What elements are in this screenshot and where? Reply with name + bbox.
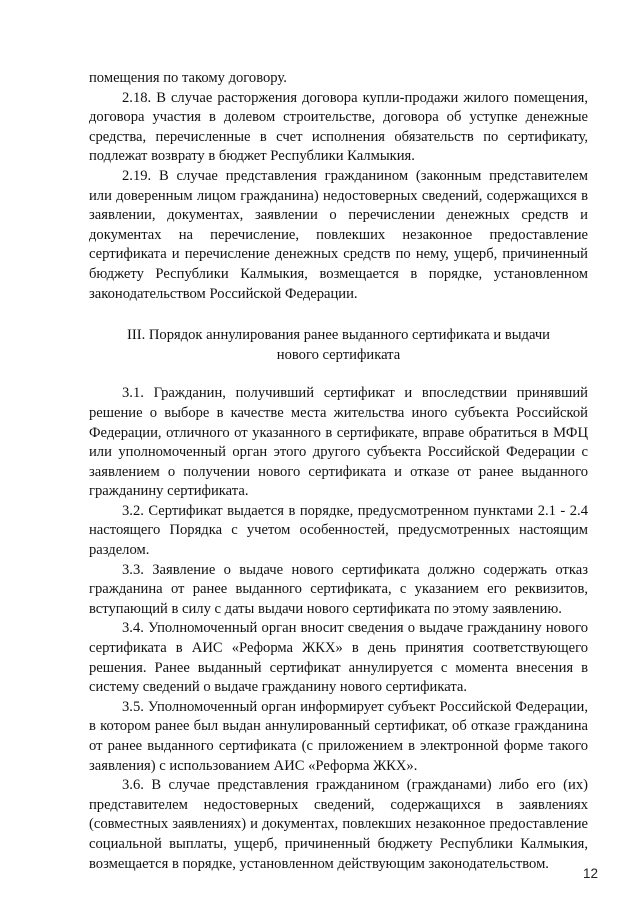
- paragraph-3-1: 3.1. Гражданин, получивший сертификат и впоследствии принявший решение о выборе в качестве места жительства иного субъекта Российской Федерации, отличного от указанного в сертификате, вправе обратиться в МФЦ или уполномоченный орган этого другого субъекта Российской Федерации с заявлением о получении нового сертификата и отказе от ранее выданного гражданину сертификата.: [89, 385, 588, 500]
- paragraph-3-5: 3.5. Уполномоченный орган информирует субъект Российской Федерации, в котором ранее был выдан аннулированный сертификат, об отказе гражданина от ранее выданного сертификата (с приложением в электронной форме такого заявления) с использованием АИС «Реформа ЖКХ».: [89, 698, 588, 774]
- page-body: [89, 69, 588, 874]
- paragraph-3-3: 3.3. Заявление о выдаче нового сертификата должно содержать отказ гражданина от ранее выданного сертификата, с указанием его реквизитов, вступающий в силу с даты выдачи нового сертификата по этому заявлению.: [89, 561, 588, 617]
- paragraph-3-6: 3.6. В случае представления гражданином (гражданами) либо его (их) представителем недостоверных сведений, содержащихся в заявлениях (совместных заявлениях) и документах, повлекших незаконное предоставление социальной выплаты, ущерб, причиненный бюджету Республики Калмыкия, возмещается в порядке, установленном действующим законодательством.: [89, 777, 588, 872]
- paragraph-2-18: 2.18. В случае расторжения договора купли-продажи жилого помещения, договора участия в долевом строительстве, договора об уступке денежные средства, перечисленные в счет исполнения обязательств по сертификату, подлежат возврату в бюджет Республики Калмыкия.: [89, 89, 588, 165]
- page-number: 12: [582, 866, 598, 881]
- paragraph-3-4: 3.4. Уполномоченный орган вносит сведения о выдаче гражданину нового сертификата в АИС «Реформа ЖКХ» в день принятия соответствующего решения. Ранее выданный сертификат аннулируется с момента внесения в систему сведений о выдаче гражданину нового сертификата.: [89, 620, 588, 696]
- paragraph-2-19: 2.19. В случае представления гражданином (законным представителем или доверенным лицом гражданина) недостоверных сведений, содержащихся в заявлении, документах, заявлении о перечислении денежных средств и документах на перечисление, повлекших незаконное предоставление сертификата и перечисление денежных средств по нему, ущерб, причиненный бюджету Республики Калмыкия, возмещается в порядке, установленном законодательством Российской Федерации.: [89, 167, 588, 302]
- section-heading: III. Порядок аннулирования ранее выданного сертификата и выдачи нового сертификата: [126, 327, 550, 363]
- paragraph-continuation: помещения по такому договору.: [89, 70, 287, 86]
- paragraph-3-2: 3.2. Сертификат выдается в порядке, предусмотренном пунктами 2.1 - 2.4 настоящего Порядка с учетом особенностей, предусмотренных настоящим разделом.: [89, 502, 588, 559]
